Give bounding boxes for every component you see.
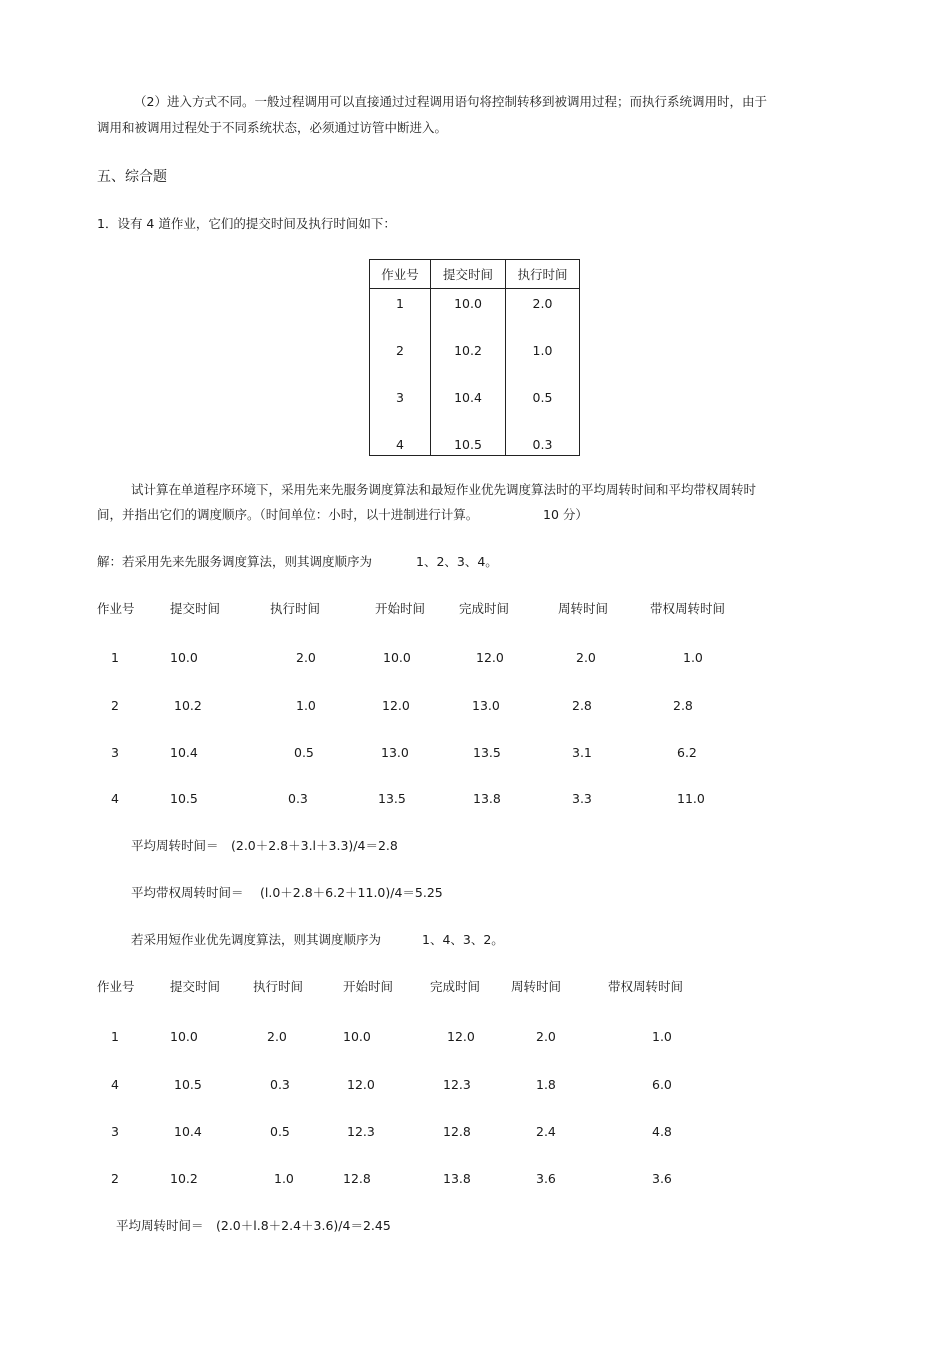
job-table-cell: 10.0 [431, 289, 506, 336]
job-table-cell: 0.5 [506, 383, 580, 430]
sjf-header-submit: 提交时间 [170, 979, 221, 994]
sjf-order: 1、4、3、2。 [422, 932, 504, 947]
fcfs-cell: 3 [111, 745, 119, 760]
fcfs-cell: 10.5 [170, 791, 198, 806]
fcfs-cell: 2.8 [572, 698, 592, 713]
sjf-avg-turnaround-formula: (2.0＋l.8＋2.4＋3.6)/4＝2.45 [216, 1218, 391, 1233]
fcfs-header-exec: 执行时间 [270, 601, 321, 616]
sjf-cell: 6.0 [652, 1077, 672, 1092]
job-table-cell: 1 [370, 289, 431, 336]
fcfs-header-weighted: 带权周转时间 [650, 601, 726, 616]
question-ask-line-1: 试计算在单道程序环境下，采用先来先服务调度算法和最短作业优先调度算法时的平均周转时间和平均带权周转时 [131, 482, 757, 497]
fcfs-header-finish: 完成时间 [459, 601, 510, 616]
fcfs-cell: 0.5 [294, 745, 314, 760]
fcfs-avg-weighted-label: 平均带权周转时间＝ [131, 885, 244, 900]
fcfs-cell: 10.2 [174, 698, 202, 713]
intro-line-2: 调用和被调用过程处于不同系统状态，必须通过访管中断进入。 [97, 120, 448, 135]
sjf-cell: 1.0 [652, 1029, 672, 1044]
fcfs-cell: 13.0 [381, 745, 409, 760]
fcfs-intro: 解：若采用先来先服务调度算法，则其调度顺序为 [97, 554, 373, 569]
sjf-header-turnaround: 周转时间 [511, 979, 562, 994]
job-table [369, 259, 580, 456]
fcfs-cell: 1 [111, 650, 119, 665]
job-table-row [370, 383, 580, 430]
fcfs-cell: 10.0 [170, 650, 198, 665]
section-title: 五、综合题 [97, 169, 167, 185]
fcfs-cell: 2 [111, 698, 119, 713]
job-table-cell: 3 [370, 383, 431, 430]
sjf-cell: 4.8 [652, 1124, 672, 1139]
fcfs-header-submit: 提交时间 [170, 601, 221, 616]
fcfs-cell: 2.0 [576, 650, 596, 665]
fcfs-avg-turnaround-label: 平均周转时间＝ [131, 838, 219, 853]
fcfs-header-job: 作业号 [97, 601, 135, 616]
fcfs-cell: 10.0 [383, 650, 411, 665]
sjf-cell: 4 [111, 1077, 119, 1092]
fcfs-cell: 3.1 [572, 745, 592, 760]
fcfs-cell: 3.3 [572, 791, 592, 806]
fcfs-cell: 13.5 [378, 791, 406, 806]
job-table-cell: 10.4 [431, 383, 506, 430]
sjf-cell: 10.2 [170, 1171, 198, 1186]
sjf-cell: 0.5 [270, 1124, 290, 1139]
fcfs-cell: 6.2 [677, 745, 697, 760]
sjf-cell: 10.5 [174, 1077, 202, 1092]
job-table-cell: 1.0 [506, 336, 580, 383]
fcfs-cell: 10.4 [170, 745, 198, 760]
sjf-cell: 1.8 [536, 1077, 556, 1092]
sjf-cell: 10.4 [174, 1124, 202, 1139]
sjf-cell: 10.0 [170, 1029, 198, 1044]
sjf-cell: 12.3 [347, 1124, 375, 1139]
sjf-header-weighted: 带权周转时间 [608, 979, 684, 994]
job-table-row [370, 289, 580, 336]
question-text: 1．设有 4 道作业，它们的提交时间及执行时间如下： [97, 216, 396, 231]
sjf-header-exec: 执行时间 [253, 979, 304, 994]
job-table-cell: 10.5 [431, 430, 506, 456]
sjf-header-start: 开始时间 [343, 979, 394, 994]
job-table-header [370, 260, 580, 289]
fcfs-header-turnaround: 周转时间 [558, 601, 609, 616]
fcfs-cell: 13.8 [473, 791, 501, 806]
sjf-cell: 12.0 [347, 1077, 375, 1092]
sjf-cell: 13.8 [443, 1171, 471, 1186]
sjf-cell: 12.3 [443, 1077, 471, 1092]
fcfs-cell: 2.0 [296, 650, 316, 665]
job-table-cell: 10.2 [431, 336, 506, 383]
sjf-cell: 3 [111, 1124, 119, 1139]
job-table-row [370, 430, 580, 456]
intro-line-1: （2）进入方式不同。一般过程调用可以直接通过过程调用语句将控制转移到被调用过程；而执行系统调用时，由于 [134, 94, 767, 109]
fcfs-cell: 0.3 [288, 791, 308, 806]
sjf-cell: 2.0 [267, 1029, 287, 1044]
fcfs-avg-weighted-formula: (l.0＋2.8＋6.2＋11.0)/4＝5.25 [260, 885, 443, 900]
fcfs-avg-turnaround-formula: (2.0＋2.8＋3.l＋3.3)/4＝2.8 [231, 838, 398, 853]
job-table-cell: 0.3 [506, 430, 580, 456]
sjf-header-finish: 完成时间 [430, 979, 481, 994]
fcfs-cell: 1.0 [296, 698, 316, 713]
sjf-cell: 0.3 [270, 1077, 290, 1092]
fcfs-order: 1、2、3、4。 [416, 554, 498, 569]
sjf-cell: 12.0 [447, 1029, 475, 1044]
sjf-cell: 2.0 [536, 1029, 556, 1044]
question-ask-score: 10 分） [543, 507, 588, 522]
job-table-cell: 4 [370, 430, 431, 456]
job-table-cell: 2.0 [506, 289, 580, 336]
job-table-header-cell: 作业号 [370, 260, 431, 289]
job-table-header-cell: 执行时间 [506, 260, 580, 289]
job-table-row [370, 336, 580, 383]
fcfs-cell: 13.5 [473, 745, 501, 760]
fcfs-header-start: 开始时间 [375, 601, 426, 616]
sjf-cell: 12.8 [443, 1124, 471, 1139]
sjf-header-job: 作业号 [97, 979, 135, 994]
fcfs-cell: 12.0 [382, 698, 410, 713]
fcfs-cell: 11.0 [677, 791, 705, 806]
sjf-cell: 1.0 [274, 1171, 294, 1186]
sjf-cell: 12.8 [343, 1171, 371, 1186]
fcfs-cell: 13.0 [472, 698, 500, 713]
fcfs-cell: 12.0 [476, 650, 504, 665]
fcfs-cell: 1.0 [683, 650, 703, 665]
sjf-cell: 10.0 [343, 1029, 371, 1044]
sjf-cell: 3.6 [652, 1171, 672, 1186]
fcfs-cell: 4 [111, 791, 119, 806]
fcfs-cell: 2.8 [673, 698, 693, 713]
job-table-header-cell: 提交时间 [431, 260, 506, 289]
job-table-cell: 2 [370, 336, 431, 383]
question-ask-line-2: 间，并指出它们的调度顺序。（时间单位：小时，以十进制进行计算。 [97, 507, 479, 522]
sjf-intro: 若采用短作业优先调度算法，则其调度顺序为 [131, 932, 382, 947]
sjf-cell: 2.4 [536, 1124, 556, 1139]
sjf-cell: 1 [111, 1029, 119, 1044]
sjf-cell: 3.6 [536, 1171, 556, 1186]
sjf-cell: 2 [111, 1171, 119, 1186]
sjf-avg-turnaround-label: 平均周转时间＝ [116, 1218, 204, 1233]
